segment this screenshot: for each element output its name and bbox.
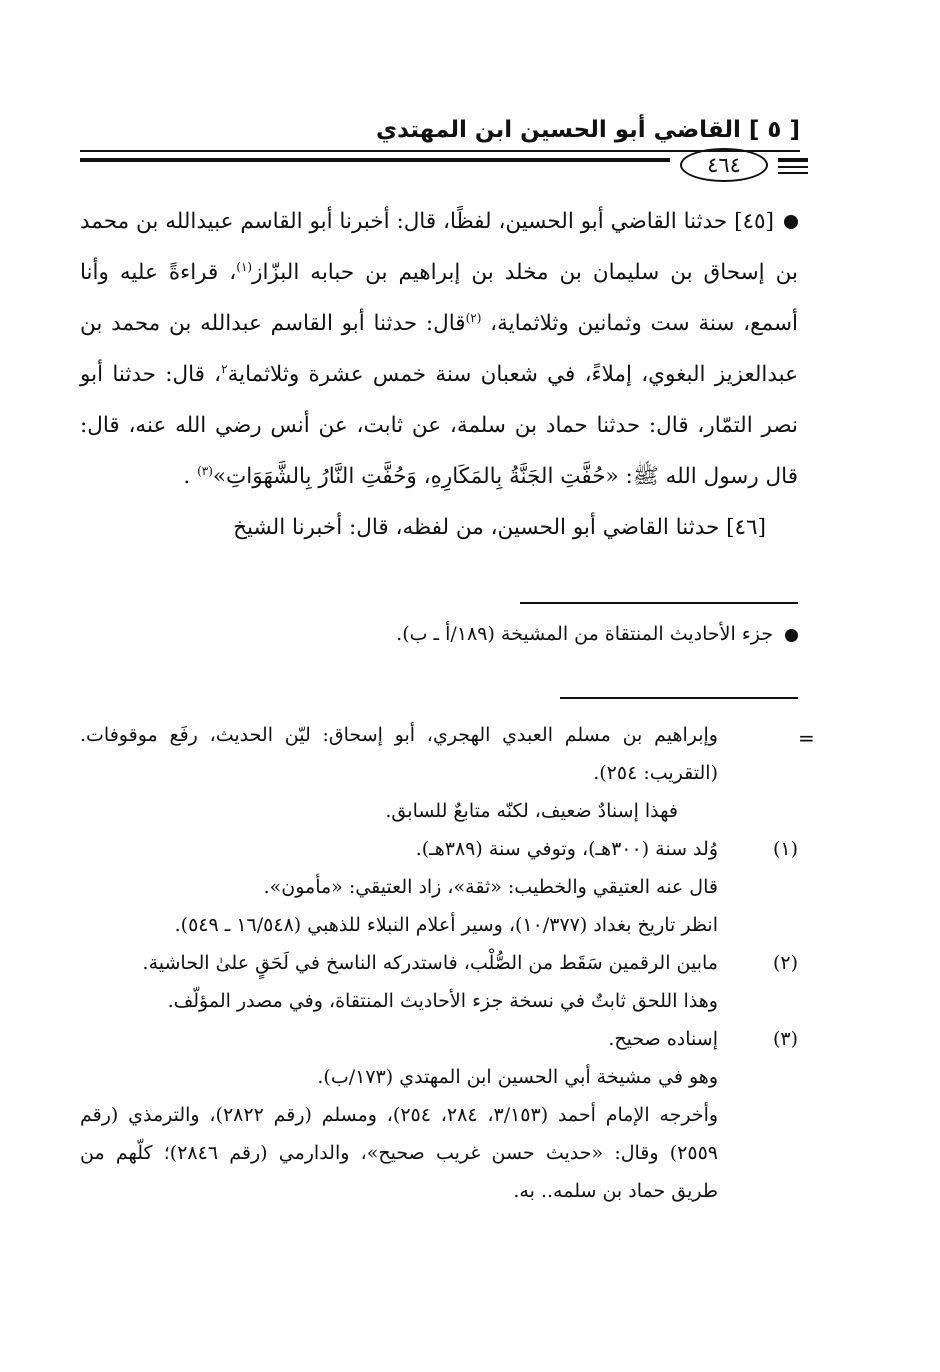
footnote-divider xyxy=(560,697,798,699)
bullet-icon xyxy=(785,629,798,642)
footnotes xyxy=(80,716,798,1210)
footnote-number: (٢) xyxy=(772,952,798,974)
footnote-number: (٣) xyxy=(772,1028,798,1050)
footnote-3: (٣)إسناده صحيح. xyxy=(80,1020,798,1058)
footnote-ref-2-end: ٢ xyxy=(221,361,228,376)
hadith-46: [٤٦] حدثنا القاضي أبو الحسين، من لفظه، قال: أخبرنا الشيخ xyxy=(233,515,766,540)
hadith-text xyxy=(80,196,798,553)
header-rule-right-3 xyxy=(778,172,808,174)
source-note: جزء الأحاديث المنتقاة من المشيخة (١٨٩/أ ـ ب). xyxy=(80,616,798,652)
running-title: [ ٥ ] القاضي أبو الحسين ابن المهتدي xyxy=(376,117,800,143)
footnote-continuation-2: فهذا إسنادٌ ضعيف، لكنّه متابعٌ للسابق. xyxy=(385,800,678,822)
footnote-number: (١) xyxy=(772,838,798,860)
footnote-1: (١)وُلد سنة (٣٠٠هـ)، وتوفي سنة (٣٨٩هـ). xyxy=(80,830,798,868)
bullet-icon xyxy=(784,215,798,229)
header-rule-right-2 xyxy=(778,166,808,168)
footnote-ref-2: (٢) xyxy=(465,310,482,325)
continuation-mark: = xyxy=(798,726,815,750)
footnote-3-line-2: وهو في مشيخة أبي الحسين ابن المهتدي (١٧٣/ب). xyxy=(317,1066,718,1088)
section-divider xyxy=(520,602,798,604)
footnote-1-line-3: انظر تاريخ بغداد (١٠/٣٧٧)، وسير أعلام النبلاء للذهبي (١٦/٥٤٨ ـ ٥٤٩). xyxy=(174,914,718,936)
footnote-ref-1: (١) xyxy=(236,259,253,274)
header-rule-thick xyxy=(80,158,670,162)
footnote-ref-3: (٣) xyxy=(197,463,213,478)
footnote-continuation: وإبراهيم بن مسلم العبدي الهجري، أبو إسحاق: ليّن الحديث، رفَع موقوفات. (التقريب: ٢٥٤). xyxy=(80,724,718,784)
footnote-2-line-2: وهذا اللحق ثابتٌ في نسخة جزء الأحاديث المنتقاة، وفي مصدر المؤلّف. xyxy=(167,990,718,1012)
page-number: ٤٦٤ xyxy=(680,148,768,182)
header-rule-thin xyxy=(80,150,800,152)
hadith-45: [٤٥] حدثنا القاضي أبو الحسين، لفظًا، قال: أخبرنا أبو القاسم عبيدالله بن محمد بن إسحاق بن سليمان بن مخلد بن إبراهيم بن حبابه البزّاز$^{(١)}$، قراءةً عليه وأنا أسمع، سنة ست وثمانين وثلاثماية، $^{(٢)}$قال: حدثنا أبو القاسم عبدالله بن محمد بن عبدالعزيز البغوي، إملاءً، في شعبان سنة خمس عشرة وثلاثماية$^٢$، قال: حدثنا أبو نصر التمّار، قال: حدثنا حماد بن سلمة، عن ثابت، عن أنس رضي الله عنه، قال: قال رسول الله ﷺ: «حُفَّتِ الجَنَّةُ بِالمَكَارِهِ، وَحُفَّتِ النَّارُ بِالشَّهَوَاتِ»$^{(٣)}$ . xyxy=(80,209,798,489)
header-rule-right-1 xyxy=(778,158,808,162)
footnote-3-line-3: وأخرجه الإمام أحمد (٣/١٥٣، ٢٨٤، ٢٥٤)، ومسلم (رقم ٢٨٢٢)، والترمذي (رقم ٢٥٥٩) وقال: «حديث حسن غريب صحيح»، والدارمي (رقم ٢٨٤٦)؛ كلّهم من طريق حماد بن سلمه.. به. xyxy=(80,1104,719,1202)
footnote-2: (٢)مابين الرقمين سَقَط من الصُّلْب، فاستدركه الناسخ في لَحَقٍ علىٰ الحاشية. xyxy=(80,944,798,982)
footnote-1-line-2: قال عنه العتيقي والخطيب: «ثقة»، زاد العتيقي: «مأمون». xyxy=(263,876,718,898)
